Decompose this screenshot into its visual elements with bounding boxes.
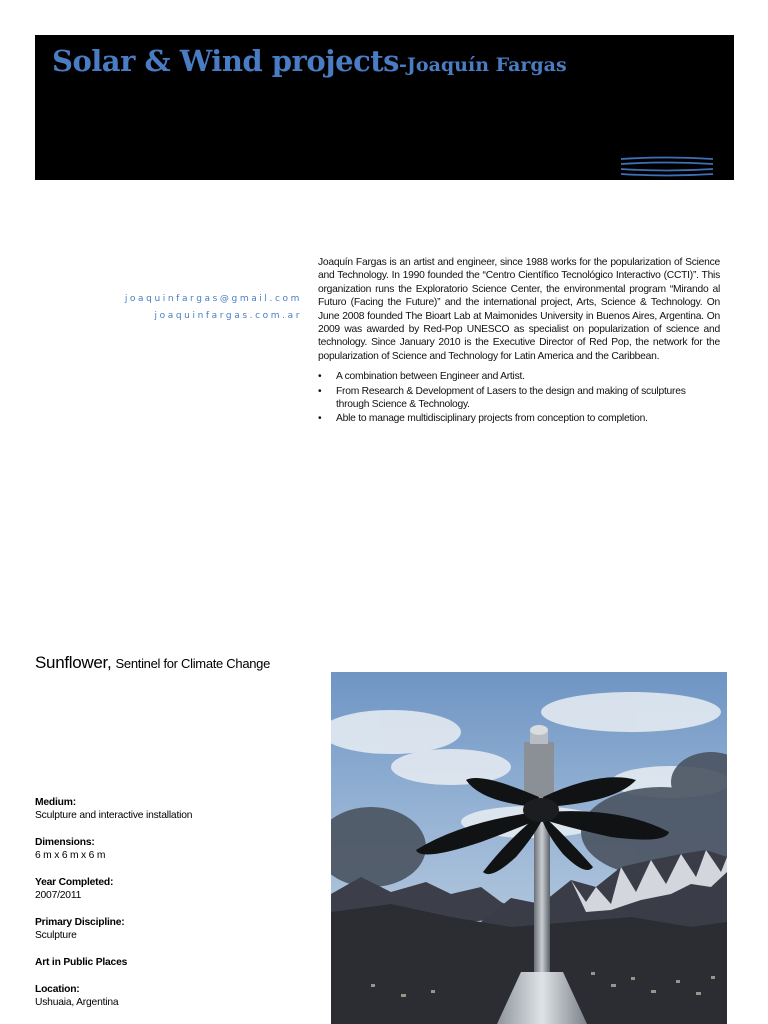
detail-medium <box>35 796 305 822</box>
sunflower-sculpture-image <box>331 672 727 1024</box>
bullet-icon: • <box>318 371 322 383</box>
bullet-icon: • <box>318 385 322 397</box>
detail-value: Sculpture and interactive installation <box>35 810 193 821</box>
work-heading <box>35 653 270 673</box>
title-main: Solar & Wind projects <box>52 44 400 78</box>
header-banner <box>35 35 734 180</box>
detail-location <box>35 983 305 1009</box>
detail-value: 2007/2011 <box>35 890 82 901</box>
detail-year <box>35 876 305 902</box>
email-link[interactable]: joaquinfargas@gmail.com <box>124 294 302 304</box>
highlight-text: A combination between Engineer and Artist. <box>336 371 525 383</box>
bio-paragraph: Joaquín Fargas is an artist and engineer, since 1988 works for the popularization of Science and Technology. In 1990 founded the “Centro Científico Tecnológico Interactivo (CCTI)”. This organization runs the Exploratorio Science Center, the environmental program “Mirando al Futuro (Facing the Future)” and the international project, Arts, Science & Technology. On June 2008 founded The Bioart Lab at Maimonides University in Buenos Aires, Argentina. On 2009 was awarded by Red-Pop UNESCO as specialist on popularization of science and technology. Since January 2010 is the Executive Director of Red Pop, the network for the popularization of Science and Technology for Latin America and the Caribbean. <box>318 257 720 362</box>
highlight-text: Able to manage multidisciplinary projects from conception to completion. <box>336 413 648 425</box>
page-title <box>52 41 567 79</box>
list-item <box>318 370 720 383</box>
highlight-text: From Research & Development of Lasers to the design and making of sculptures through Science & Technology. <box>336 385 686 411</box>
bio-section <box>318 256 720 427</box>
detail-value: 6 m x 6 m x 6 m <box>35 850 106 861</box>
detail-dimensions <box>35 836 305 862</box>
detail-label: Primary Discipline: <box>35 917 125 928</box>
detail-value: Sculpture <box>35 930 77 941</box>
website-link[interactable]: joaquinfargas.com.ar <box>154 311 302 321</box>
work-subtitle: Sentinel for Climate Change <box>115 656 271 671</box>
detail-label: Medium: <box>35 797 76 808</box>
detail-label: Location: <box>35 984 80 995</box>
detail-label: Year Completed: <box>35 877 114 888</box>
work-details <box>35 796 305 1023</box>
contact-block <box>125 291 302 325</box>
sculpture-photo <box>331 672 727 1024</box>
work-name: Sunflower, <box>35 653 112 672</box>
title-author: -Joaquín Fargas <box>399 54 567 76</box>
bullet-icon: • <box>318 413 322 425</box>
detail-discipline <box>35 916 305 942</box>
detail-value: Ushuaia, Argentina <box>35 997 119 1008</box>
list-item <box>318 385 720 412</box>
list-item <box>318 412 720 425</box>
wave-lines-icon <box>619 155 715 179</box>
detail-public-art <box>35 956 305 969</box>
highlights-list <box>318 370 720 426</box>
detail-label: Dimensions: <box>35 837 95 848</box>
detail-label: Art in Public Places <box>35 957 128 968</box>
